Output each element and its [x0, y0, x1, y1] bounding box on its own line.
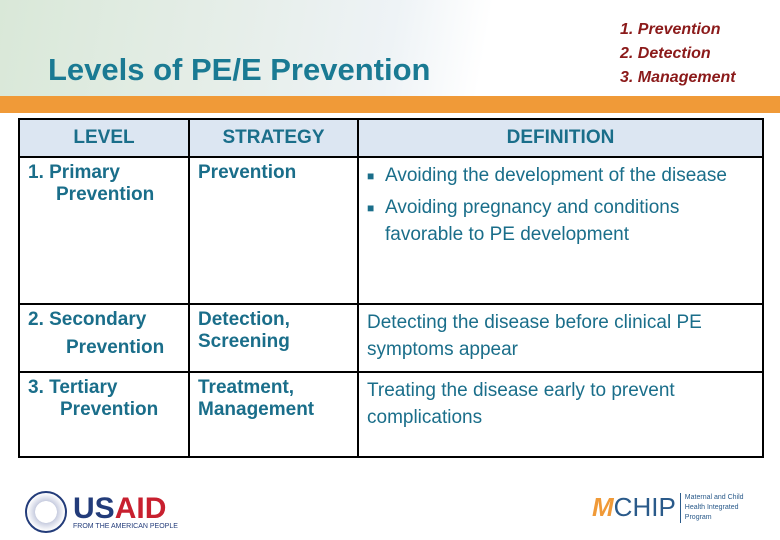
- strategy-cell: Treatment, Management: [189, 372, 358, 457]
- mchip-name: CHIP: [613, 492, 676, 522]
- level-cell: [19, 157, 189, 304]
- table-row: [19, 157, 763, 304]
- usaid-tagline: FROM THE AMERICAN PEOPLE: [73, 522, 178, 530]
- header-definition: DEFINITION: [358, 119, 763, 157]
- table-row: [19, 372, 763, 457]
- steps-list: [620, 18, 736, 90]
- level-label: Prevention: [66, 337, 165, 358]
- bullet-text: Avoiding the development of the disease: [385, 165, 727, 186]
- level-label: Prevention: [60, 399, 159, 420]
- level-number: 3. Tertiary: [28, 377, 118, 398]
- page-title: Levels of PE/E Prevention: [48, 52, 431, 87]
- step-item: 1. Prevention: [620, 21, 721, 38]
- usaid-name-b: AID: [114, 491, 167, 525]
- level-label: Prevention: [56, 184, 155, 205]
- bullet-icon: ■: [367, 201, 375, 215]
- definition-cell: [358, 157, 763, 304]
- level-cell: [19, 304, 189, 372]
- definition-cell: Detecting the disease before clinical PE symptoms appear: [358, 304, 763, 372]
- table-row: [19, 304, 763, 372]
- accent-bar: [0, 96, 780, 113]
- level-number: 2. Secondary: [28, 309, 147, 330]
- bullet-item: [367, 162, 754, 190]
- step-item: 3. Management: [620, 69, 736, 86]
- bullet-icon: ■: [367, 169, 375, 183]
- mchip-logo: [592, 492, 765, 523]
- level-cell: [19, 372, 189, 457]
- strategy-cell: Detection, Screening: [189, 304, 358, 372]
- header-strategy: STRATEGY: [189, 119, 358, 157]
- bullet-item: [367, 194, 754, 248]
- strategy-cell: Prevention: [189, 157, 358, 304]
- step-item: 2. Detection: [620, 45, 711, 62]
- definition-cell: Treating the disease early to prevent complications: [358, 372, 763, 457]
- table-header-row: [19, 119, 763, 157]
- usaid-seal-icon: [25, 491, 67, 533]
- levels-table: [18, 118, 764, 458]
- level-number: 1. Primary: [28, 162, 120, 183]
- bullet-text: Avoiding pregnancy and conditions favorable to PE development: [385, 197, 680, 245]
- mchip-tagline: Maternal and Child Health Integrated Program: [680, 493, 765, 523]
- mchip-mark: M: [592, 492, 614, 522]
- usaid-logo: [25, 491, 178, 533]
- usaid-name-a: US: [73, 491, 115, 525]
- header-level: LEVEL: [19, 119, 189, 157]
